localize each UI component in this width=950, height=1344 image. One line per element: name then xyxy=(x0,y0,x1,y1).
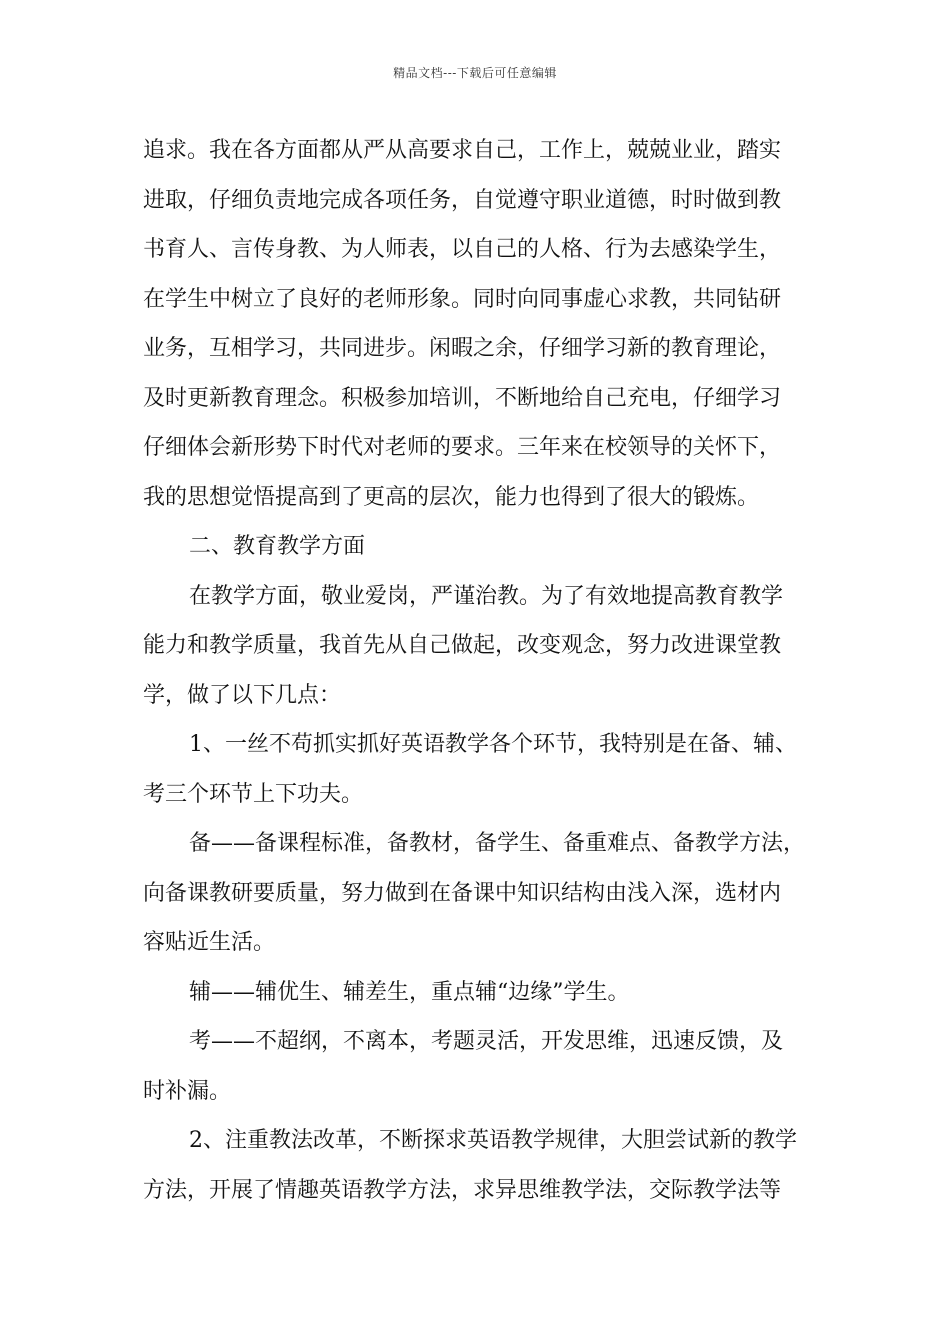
text-line: 考三个环节上下功夫。 xyxy=(143,781,364,807)
text-line: 备——备课程标准，备教材，备学生、备重难点、备教学方法， xyxy=(189,831,806,856)
text-line: 2、注重教法改革，不断探求英语教学规律，大胆尝试新的教学 xyxy=(189,1128,797,1153)
text-line: 辅——辅优生、辅差生，重点辅“边缘”学生。 xyxy=(189,979,630,1005)
body-text xyxy=(143,126,813,1215)
text-line: 进取，仔细负责地完成各项任务，自觉遵守职业道德，时时做到教 xyxy=(143,187,782,213)
text-line: 我的思想觉悟提高到了更高的层次，能力也得到了很大的锻炼。 xyxy=(143,484,760,510)
text-line: 容贴近生活。 xyxy=(143,930,276,955)
text-line: 学，做了以下几点： xyxy=(143,682,342,708)
text-line: 在教学方面，敬业爱岗，严谨治教。为了有效地提高教育教学 xyxy=(189,583,784,609)
text-line: 书育人、言传身教、为人师表，以自己的人格、行为去感染学生， xyxy=(143,237,782,262)
page-header: 精品文档---下载后可任意编辑 xyxy=(393,66,557,80)
text-line: 及时更新教育理念。积极参加培训，不断地给自己充电，仔细学习 xyxy=(143,385,782,411)
text-line: 时补漏。 xyxy=(143,1078,232,1104)
text-line: 能力和教学质量，我首先从自己做起，改变观念，努力改进课堂教 xyxy=(143,633,782,658)
text-line: 仔细体会新形势下时代对老师的要求。三年来在校领导的关怀下， xyxy=(143,435,782,460)
text-line: 1、一丝不苟抓实抓好英语教学各个环节，我特别是在备、辅、 xyxy=(189,732,797,757)
text-line: 方法，开展了情趣英语教学方法，求异思维教学法，交际教学法等 xyxy=(143,1177,782,1203)
text-line: 向备课教研要质量，努力做到在备课中知识结构由浅入深，选材内 xyxy=(143,880,782,906)
text-line: 追求。我在各方面都从严从高要求自己，工作上，兢兢业业，踏实 xyxy=(143,138,782,163)
text-line: 考——不超纲，不离本，考题灵活，开发思维，迅速反馈，及 xyxy=(189,1029,784,1054)
text-line: 二、教育教学方面 xyxy=(189,534,366,559)
text-line: 业务，互相学习，共同进步。闲暇之余，仔细学习新的教育理论， xyxy=(143,336,782,361)
text-line: 在学生中树立了良好的老师形象。同时向同事虚心求教，共同钻研 xyxy=(143,286,782,312)
